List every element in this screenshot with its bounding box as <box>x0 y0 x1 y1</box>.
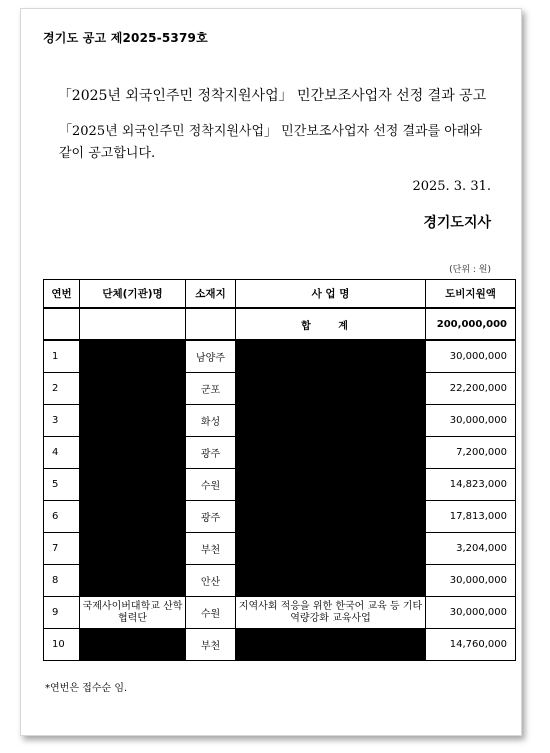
row-org-redacted <box>80 469 186 501</box>
table-row <box>44 597 516 629</box>
row-project-redacted <box>236 629 426 661</box>
total-amount: 200,000,000 <box>426 308 516 340</box>
table-row <box>44 501 516 533</box>
row-org-redacted <box>80 373 186 405</box>
row-location: 광주 <box>186 501 236 533</box>
row-project-redacted <box>236 533 426 565</box>
row-location: 화성 <box>186 405 236 437</box>
total-row <box>44 308 516 340</box>
row-number: 3 <box>44 405 80 437</box>
table-row <box>44 533 516 565</box>
row-project-name: 지역사회 적응을 위한 한국어 교육 등 기타 역량강화 교육사업 <box>236 597 426 629</box>
row-org-redacted <box>80 405 186 437</box>
notice-page <box>20 8 522 736</box>
row-amount: 22,200,000 <box>426 373 516 405</box>
total-location-cell <box>186 308 236 340</box>
table-row <box>44 373 516 405</box>
row-amount: 17,813,000 <box>426 501 516 533</box>
footnote: *연번은 접수순 임. <box>45 683 128 694</box>
intro-line-1: 「2025년 외국인주민 정착지원사업」 민간보조사업자 선정 결과를 아래와 <box>59 124 482 139</box>
row-amount: 7,200,000 <box>426 437 516 469</box>
row-org-redacted <box>80 437 186 469</box>
row-amount: 30,000,000 <box>426 405 516 437</box>
row-number: 6 <box>44 501 80 533</box>
row-project-redacted <box>236 469 426 501</box>
row-project-redacted <box>236 501 426 533</box>
row-org-redacted <box>80 629 186 661</box>
intro-paragraph <box>59 121 499 165</box>
signer: 경기도지사 <box>423 215 491 231</box>
table-row <box>44 437 516 469</box>
column-header-project: 사 업 명 <box>236 280 426 309</box>
row-number: 4 <box>44 437 80 469</box>
unit-label: (단위 : 원) <box>449 265 491 275</box>
row-org-redacted <box>80 565 186 597</box>
row-amount: 30,000,000 <box>426 565 516 597</box>
row-project-redacted <box>236 565 426 597</box>
column-header-org: 단체(기관)명 <box>80 280 186 309</box>
row-location: 수원 <box>186 597 236 629</box>
row-location: 부천 <box>186 533 236 565</box>
row-amount: 30,000,000 <box>426 597 516 629</box>
row-amount: 14,760,000 <box>426 629 516 661</box>
row-number: 10 <box>44 629 80 661</box>
column-header-no: 연번 <box>44 280 80 309</box>
table-row <box>44 340 516 373</box>
column-header-location: 소재지 <box>186 280 236 309</box>
column-header-amount: 도비지원액 <box>426 280 516 309</box>
row-org-redacted <box>80 533 186 565</box>
total-org-cell <box>80 308 186 340</box>
table-row <box>44 405 516 437</box>
row-project-redacted <box>236 405 426 437</box>
row-amount: 14,823,000 <box>426 469 516 501</box>
row-org-redacted <box>80 501 186 533</box>
row-location: 군포 <box>186 373 236 405</box>
results-table <box>43 279 516 661</box>
row-project-redacted <box>236 373 426 405</box>
intro-line-2: 같이 공고합니다. <box>59 146 156 161</box>
row-number: 8 <box>44 565 80 597</box>
row-number: 5 <box>44 469 80 501</box>
table-row <box>44 565 516 597</box>
page-title: 「2025년 외국인주민 정착지원사업」 민간보조사업자 선정 결과 공고 <box>57 88 487 104</box>
row-number: 2 <box>44 373 80 405</box>
row-number: 1 <box>44 340 80 373</box>
table-row <box>44 629 516 661</box>
row-location: 남양주 <box>186 340 236 373</box>
total-label: 합 계 <box>236 308 426 340</box>
row-org-redacted <box>80 340 186 373</box>
row-number: 7 <box>44 533 80 565</box>
row-project-redacted <box>236 340 426 373</box>
table-header-row <box>44 280 516 309</box>
row-org-name: 국제사이버대학교 산학협력단 <box>80 597 186 629</box>
row-amount: 30,000,000 <box>426 340 516 373</box>
total-no-cell <box>44 308 80 340</box>
row-location: 부천 <box>186 629 236 661</box>
notice-number: 경기도 공고 제2025-5379호 <box>43 31 208 45</box>
row-location: 광주 <box>186 437 236 469</box>
row-number: 9 <box>44 597 80 629</box>
row-location: 수원 <box>186 469 236 501</box>
notice-date: 2025. 3. 31. <box>412 179 491 194</box>
row-project-redacted <box>236 437 426 469</box>
table-row <box>44 469 516 501</box>
row-location: 안산 <box>186 565 236 597</box>
row-amount: 3,204,000 <box>426 533 516 565</box>
